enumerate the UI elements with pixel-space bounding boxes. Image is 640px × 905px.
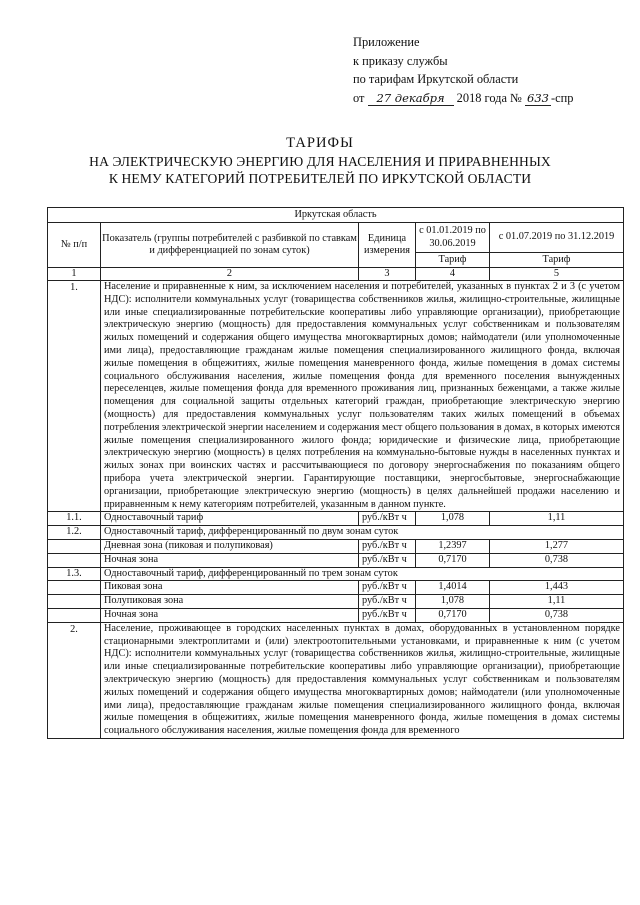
row-1-3-num: 1.3. <box>48 568 101 582</box>
title-line-2: НА ЭЛЕКТРИЧЕСКУЮ ЭНЕРГИЮ ДЛЯ НАСЕЛЕНИЯ И ПРИРАВНЕННЫХ <box>89 153 551 169</box>
header-tariff-1: Тариф <box>416 253 490 268</box>
header-num: № п/п <box>48 223 101 268</box>
colnum-2: 2 <box>101 268 359 281</box>
appendix-prefix: от <box>353 90 365 105</box>
row-1-3-peak-value-2: 1,443 <box>490 581 623 595</box>
title-line-1: ТАРИФЫ <box>286 135 354 151</box>
row-1-3-peak-value-1: 1,4014 <box>416 581 490 595</box>
row-1-3-num-spacer-2 <box>48 595 101 609</box>
row-1-3-peak-unit: руб./кВт ч <box>359 581 416 595</box>
section-1-text: Население и приравненные к ним, за исключением населения и потребителей, указанных в пунктах 2 и 3 (с учетом НДС): исполнители коммунальных услуг (товарищества собственников жилья, жилищно-строительные, жилищные или иные специализированные потребительские кооперативы либо управляющие организации), приобретающие электрическую энергию (мощность) для предоставления коммунальных услуг собственникам и пользователям жилых помещений и содержания общего имущества многоквартирных домов; наймодатели (или уполномоченные ими лица), предоставляющие гражданам жилые помещения специализированного жилищного фонда, включая жилые помещения в общежитиях, жилые помещения маневренного фонда, жилые помещения в домах системы социального обслуживания населения, жилые помещения фонда для временного поселения вынужденных переселенцев, жилые помещения фонда для временного проживания лиц, признанных беженцами, а также жилые помещения для социальной защиты отдельных категорий граждан, приобретающие электрическую энергию (мощность) для предоставления коммунальных услуг пользователям таких жилых помещений в объемах потребления электрической энергии населением и содержания мест общего пользования в домах, в которых имеются жилые помещения специализированного жилого фонда; юридические и физические лица, приобретающие электрическую энергию (мощность) в целях потребления на коммунально-бытовые нужды в населенных пунктах и жилых зонах при воинских частях и рассчитывающиеся по договору энергоснабжения по показаниям общего прибора учета электрической энергии. Гарантирующие поставщики, энергосбытовые, энергоснабжающие организации, приобретающие электрическую энергию (мощность) в целях дальнейшей продажи населению и приравненным к нему категориям потребителей, указанным в данном пункте. <box>104 281 620 510</box>
colnum-3: 3 <box>359 268 416 281</box>
row-1-1-value-2: 1,11 <box>490 512 623 526</box>
row-1-2-day-value-2: 1,277 <box>490 540 623 554</box>
row-1-2 <box>48 526 623 567</box>
row-1-2-night-value-2: 0,738 <box>490 554 623 568</box>
row-1-2-day-label: Дневная зона (пиковая и полупиковая) <box>101 540 359 554</box>
row-1-2-night-unit: руб./кВт ч <box>359 554 416 568</box>
row-1-3-label: Одноставочный тариф, дифференцированный по трем зонам суток <box>101 568 623 582</box>
appendix-line-3: по тарифам Иркутской области <box>353 72 519 86</box>
header-period-2: с 01.07.2019 по 31.12.2019 <box>490 223 623 253</box>
row-1-2-day-value-1: 1,2397 <box>416 540 490 554</box>
row-1-3-halfpeak-value-2: 1,11 <box>490 595 623 609</box>
row-1-3-night-unit: руб./кВт ч <box>359 609 416 623</box>
row-1-2-label: Одноставочный тариф, дифференцированный по двум зонам суток <box>101 526 623 540</box>
row-1-2-num-spacer-2 <box>48 554 101 568</box>
row-1-2-num: 1.2. <box>48 526 101 540</box>
document-title <box>0 135 640 188</box>
header-unit: Единица измерения <box>359 223 416 268</box>
row-1-3-night-value-1: 0,7170 <box>416 609 490 623</box>
row-1-1 <box>48 512 623 526</box>
row-1-2-num-spacer <box>48 540 101 554</box>
colnum-5: 5 <box>490 268 623 281</box>
appendix-line-1: Приложение <box>353 35 420 49</box>
row-1-3-halfpeak-label: Полупиковая зона <box>101 595 359 609</box>
section-1-num: 1. <box>48 281 101 511</box>
header-period-1: с 01.01.2019 по 30.06.2019 <box>416 223 490 253</box>
tariff-table <box>47 207 624 739</box>
header-indicator: Показатель (группы потребителей с разбивкой по ставкам и дифференциацией по зонам суток) <box>101 223 359 268</box>
row-1-1-label: Одноставочный тариф <box>101 512 359 526</box>
row-1-3-num-spacer-3 <box>48 609 101 623</box>
section-2-row <box>48 623 623 738</box>
title-line-3: К НЕМУ КАТЕГОРИЙ ПОТРЕБИТЕЛЕЙ ПО ИРКУТСКОЙ ОБЛАСТИ <box>108 171 532 186</box>
row-1-3-night-value-2: 0,738 <box>490 609 623 623</box>
header-tariff-2: Тариф <box>490 253 623 268</box>
order-date: 27 декабря <box>368 92 454 106</box>
region-header: Иркутская область <box>48 208 623 223</box>
row-1-3-night-label: Ночная зона <box>101 609 359 623</box>
row-1-1-unit: руб./кВт ч <box>359 512 416 526</box>
row-1-3-halfpeak-value-1: 1,078 <box>416 595 490 609</box>
appendix-block <box>353 33 573 107</box>
row-1-1-num: 1.1. <box>48 512 101 526</box>
section-2-text: Население, проживающее в городских населенных пунктах в домах, оборудованных в установленном порядке стационарными электроплитами и (или) электроотопительными установками, и приравненные к ним (с учетом НДС): исполнители коммунальных услуг (товарищества собственников жилья, жилищно-строительные, жилищные или иные специализированные потребительские кооперативы либо управляющие организации), приобретающие электрическую энергию (мощность) для предоставления коммунальных услуг собственникам и пользователям жилых помещений и содержания общего имущества многоквартирных домов; наймодатели (или уполномоченные ими лица), предоставляющие гражданам жилые помещения специализированного жилищного фонда, включая жилые помещения в общежитиях, жилые помещения маневренного фонда, жилые помещения в домах системы социального обслуживания населения, жилые помещения фонда для временного <box>104 622 620 737</box>
row-1-3-num-spacer <box>48 581 101 595</box>
row-1-3-halfpeak-unit: руб./кВт ч <box>359 595 416 609</box>
row-1-3 <box>48 568 623 623</box>
row-1-2-night-label: Ночная зона <box>101 554 359 568</box>
appendix-line-4 <box>353 89 573 108</box>
section-1-row <box>48 281 623 512</box>
appendix-line-2: к приказу службы <box>353 53 448 68</box>
colnum-4: 4 <box>416 268 490 281</box>
table-header <box>48 208 623 281</box>
appendix-year: 2018 года № <box>456 90 522 105</box>
colnum-1: 1 <box>48 268 101 281</box>
order-number: 633 <box>525 92 551 106</box>
row-1-2-day-unit: руб./кВт ч <box>359 540 416 554</box>
row-1-3-peak-label: Пиковая зона <box>101 581 359 595</box>
row-1-1-value-1: 1,078 <box>416 512 490 526</box>
section-2-num: 2. <box>48 623 101 738</box>
appendix-suffix: -спр <box>551 90 574 105</box>
row-1-2-night-value-1: 0,7170 <box>416 554 490 568</box>
